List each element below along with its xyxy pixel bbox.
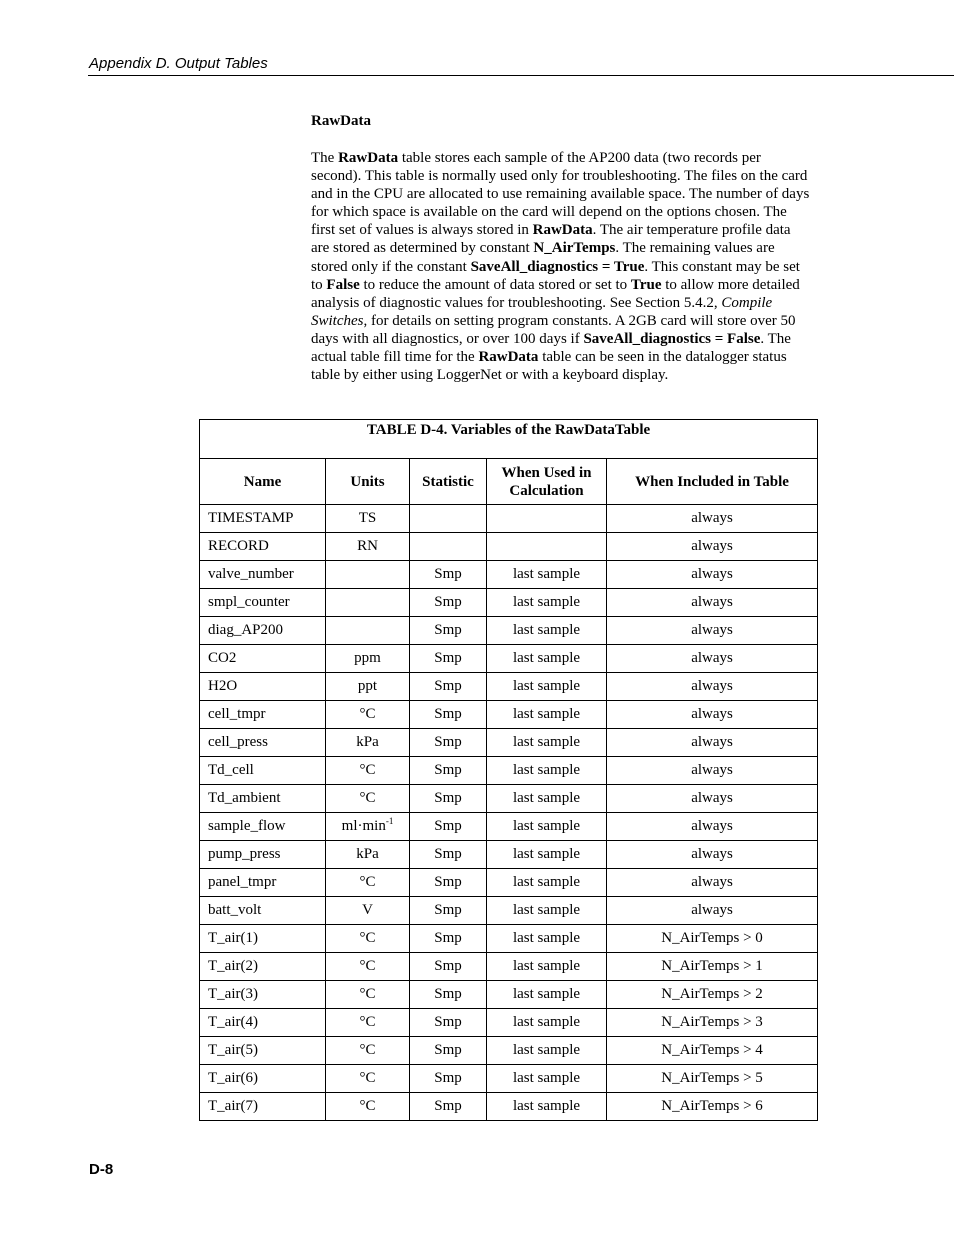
cell-name: smpl_counter [200, 589, 326, 617]
cell-when-used: last sample [487, 1037, 607, 1065]
cell-when-used [487, 533, 607, 561]
cell-statistic: Smp [410, 561, 487, 589]
table-row [200, 533, 818, 561]
cell-statistic: Smp [410, 1009, 487, 1037]
cell-units: kPa [326, 841, 410, 869]
table-row [200, 589, 818, 617]
cell-when-included: always [607, 533, 818, 561]
cell-when-included: always [607, 897, 818, 925]
italic-term: Compile Switches [311, 294, 773, 329]
cell-name: panel_tmpr [200, 869, 326, 897]
cell-statistic: Smp [410, 617, 487, 645]
table-row [200, 757, 818, 785]
cell-units [326, 561, 410, 589]
cell-units [326, 617, 410, 645]
cell-when-used: last sample [487, 925, 607, 953]
cell-when-included: always [607, 589, 818, 617]
cell-statistic: Smp [410, 981, 487, 1009]
cell-statistic [410, 505, 487, 533]
cell-when-included: always [607, 505, 818, 533]
text-run: to allow more detailed analysis of diagnostic values for troubleshooting. See Section 5.4.2, [311, 276, 800, 311]
table-row [200, 953, 818, 981]
cell-when-used: last sample [487, 981, 607, 1009]
table-row [200, 841, 818, 869]
cell-statistic: Smp [410, 925, 487, 953]
cell-when-used: last sample [487, 813, 607, 841]
cell-name: Td_ambient [200, 785, 326, 813]
cell-when-included: always [607, 813, 818, 841]
section-title: RawData [311, 113, 371, 129]
cell-units: °C [326, 869, 410, 897]
cell-when-included: always [607, 617, 818, 645]
cell-units: V [326, 897, 410, 925]
cell-statistic: Smp [410, 673, 487, 701]
cell-statistic: Smp [410, 645, 487, 673]
cell-units: °C [326, 1037, 410, 1065]
table-row [200, 981, 818, 1009]
col-header-statistic: Statistic [410, 459, 487, 505]
cell-statistic: Smp [410, 813, 487, 841]
cell-when-included: always [607, 869, 818, 897]
text-run: . The remaining values are stored only if the constant [311, 240, 775, 275]
cell-name: pump_press [200, 841, 326, 869]
table-row [200, 729, 818, 757]
cell-when-used: last sample [487, 701, 607, 729]
cell-statistic: Smp [410, 785, 487, 813]
cell-name: cell_press [200, 729, 326, 757]
cell-name: T_air(5) [200, 1037, 326, 1065]
cell-units: °C [326, 1009, 410, 1037]
cell-when-included: N_AirTemps > 4 [607, 1037, 818, 1065]
cell-when-used: last sample [487, 1009, 607, 1037]
cell-statistic: Smp [410, 953, 487, 981]
cell-name: T_air(7) [200, 1093, 326, 1121]
text-run: table can be seen in the datalogger status table by either using LoggerNet or with a keyboard display. [311, 349, 787, 384]
cell-when-used: last sample [487, 841, 607, 869]
table-row [200, 785, 818, 813]
cell-units [326, 589, 410, 617]
cell-statistic: Smp [410, 757, 487, 785]
bold-term: RawData [478, 349, 539, 366]
col-header-when-used: When Used in Calculation [487, 459, 607, 505]
cell-when-used: last sample [487, 897, 607, 925]
cell-statistic: Smp [410, 897, 487, 925]
cell-when-included: always [607, 561, 818, 589]
cell-when-used: last sample [487, 869, 607, 897]
cell-statistic: Smp [410, 589, 487, 617]
cell-units: ppt [326, 673, 410, 701]
cell-name: cell_tmpr [200, 701, 326, 729]
cell-name: sample_flow [200, 813, 326, 841]
text-run: . This constant may be set to [311, 258, 800, 293]
cell-when-included: always [607, 841, 818, 869]
col-header-name: Name [200, 459, 326, 505]
cell-name: T_air(6) [200, 1065, 326, 1093]
section-paragraph [311, 149, 811, 384]
text-run: . The air temperature profile data are stored as determined by constant [311, 222, 791, 257]
text-run: to reduce the amount of data stored or set to [359, 276, 631, 293]
unit-superscript: -1 [385, 816, 394, 826]
text-run: table stores each sample of the AP200 data (two records per second). This table is normally used only for troubleshooting. The files on the card and in the CPU are allocated to use remaining available space. The number of days for which space is available on the card will depend on the options chosen. The first set of values is always stored in [311, 150, 810, 239]
cell-when-used: last sample [487, 1065, 607, 1093]
cell-when-used: last sample [487, 561, 607, 589]
cell-name: T_air(2) [200, 953, 326, 981]
cell-statistic: Smp [410, 841, 487, 869]
cell-when-used: last sample [487, 589, 607, 617]
cell-name: CO2 [200, 645, 326, 673]
cell-name: Td_cell [200, 757, 326, 785]
bold-term: N_AirTemps [533, 240, 616, 257]
cell-when-used: last sample [487, 729, 607, 757]
cell-name: T_air(1) [200, 925, 326, 953]
cell-when-included: always [607, 673, 818, 701]
table-caption: TABLE D-4. Variables of the RawDataTable [200, 420, 818, 459]
table-row [200, 701, 818, 729]
cell-statistic: Smp [410, 1065, 487, 1093]
table-row [200, 645, 818, 673]
table-row [200, 813, 818, 841]
table-row [200, 561, 818, 589]
bold-term: RawData [338, 150, 399, 166]
header-title: Appendix D. Output Tables [89, 55, 268, 72]
cell-name: TIMESTAMP [200, 505, 326, 533]
cell-when-used: last sample [487, 953, 607, 981]
cell-when-included: always [607, 785, 818, 813]
cell-when-included: N_AirTemps > 1 [607, 953, 818, 981]
cell-units: ppm [326, 645, 410, 673]
col-header-when-included: When Included in Table [607, 459, 818, 505]
bold-term: SaveAll_diagnostics = False [583, 330, 761, 347]
cell-when-included: N_AirTemps > 3 [607, 1009, 818, 1037]
cell-name: batt_volt [200, 897, 326, 925]
bold-term: SaveAll_diagnostics = True [470, 258, 645, 275]
cell-statistic: Smp [410, 701, 487, 729]
table-row [200, 617, 818, 645]
cell-statistic: Smp [410, 869, 487, 897]
col-header-units: Units [326, 459, 410, 505]
table-row [200, 1065, 818, 1093]
cell-units: kPa [326, 729, 410, 757]
cell-name: T_air(4) [200, 1009, 326, 1037]
page-number: D-8 [89, 1161, 114, 1178]
cell-when-used: last sample [487, 673, 607, 701]
cell-units: °C [326, 953, 410, 981]
cell-when-used: last sample [487, 1093, 607, 1121]
table-row [200, 505, 818, 533]
table-caption-row [200, 420, 818, 459]
table-row [200, 673, 818, 701]
table-body [200, 505, 818, 1121]
cell-when-included: always [607, 757, 818, 785]
bold-term: True [630, 276, 662, 293]
cell-when-included: N_AirTemps > 6 [607, 1093, 818, 1121]
cell-units: °C [326, 785, 410, 813]
cell-when-included: N_AirTemps > 0 [607, 925, 818, 953]
cell-when-used: last sample [487, 645, 607, 673]
cell-when-included: always [607, 729, 818, 757]
table-header-row [200, 459, 818, 505]
cell-units: °C [326, 701, 410, 729]
cell-name: H2O [200, 673, 326, 701]
table-row [200, 1093, 818, 1121]
bold-term: False [326, 276, 360, 293]
cell-statistic [410, 533, 487, 561]
text-run: . The actual table fill time for the [311, 330, 791, 366]
cell-statistic: Smp [410, 1037, 487, 1065]
cell-when-included: N_AirTemps > 2 [607, 981, 818, 1009]
cell-name: valve_number [200, 561, 326, 589]
cell-when-included: always [607, 645, 818, 673]
cell-when-used: last sample [487, 757, 607, 785]
page-header [88, 55, 954, 76]
table-row [200, 869, 818, 897]
cell-units: TS [326, 505, 410, 533]
cell-when-used: last sample [487, 785, 607, 813]
bold-term: RawData [532, 222, 593, 239]
cell-units: °C [326, 757, 410, 785]
variables-table [199, 419, 818, 1121]
cell-units: RN [326, 533, 410, 561]
cell-units: $ml\cdot\min^{-1}$ [326, 813, 410, 841]
cell-when-included: always [607, 701, 818, 729]
table-row [200, 1037, 818, 1065]
cell-name: RECORD [200, 533, 326, 561]
cell-when-included: N_AirTemps > 5 [607, 1065, 818, 1093]
cell-name: diag_AP200 [200, 617, 326, 645]
cell-statistic: Smp [410, 729, 487, 757]
cell-units: °C [326, 1093, 410, 1121]
cell-units: °C [326, 1065, 410, 1093]
table-row [200, 925, 818, 953]
cell-statistic: Smp [410, 1093, 487, 1121]
cell-units: °C [326, 981, 410, 1009]
text-run: , for details on setting program constants. A 2GB card will store over 50 days with all diagnostics, or over 100 days if [311, 312, 796, 347]
table-row [200, 1009, 818, 1037]
cell-units: °C [326, 925, 410, 953]
cell-when-used: last sample [487, 617, 607, 645]
cell-name: T_air(3) [200, 981, 326, 1009]
table-row [200, 897, 818, 925]
text-run: The [311, 150, 339, 166]
cell-when-used [487, 505, 607, 533]
